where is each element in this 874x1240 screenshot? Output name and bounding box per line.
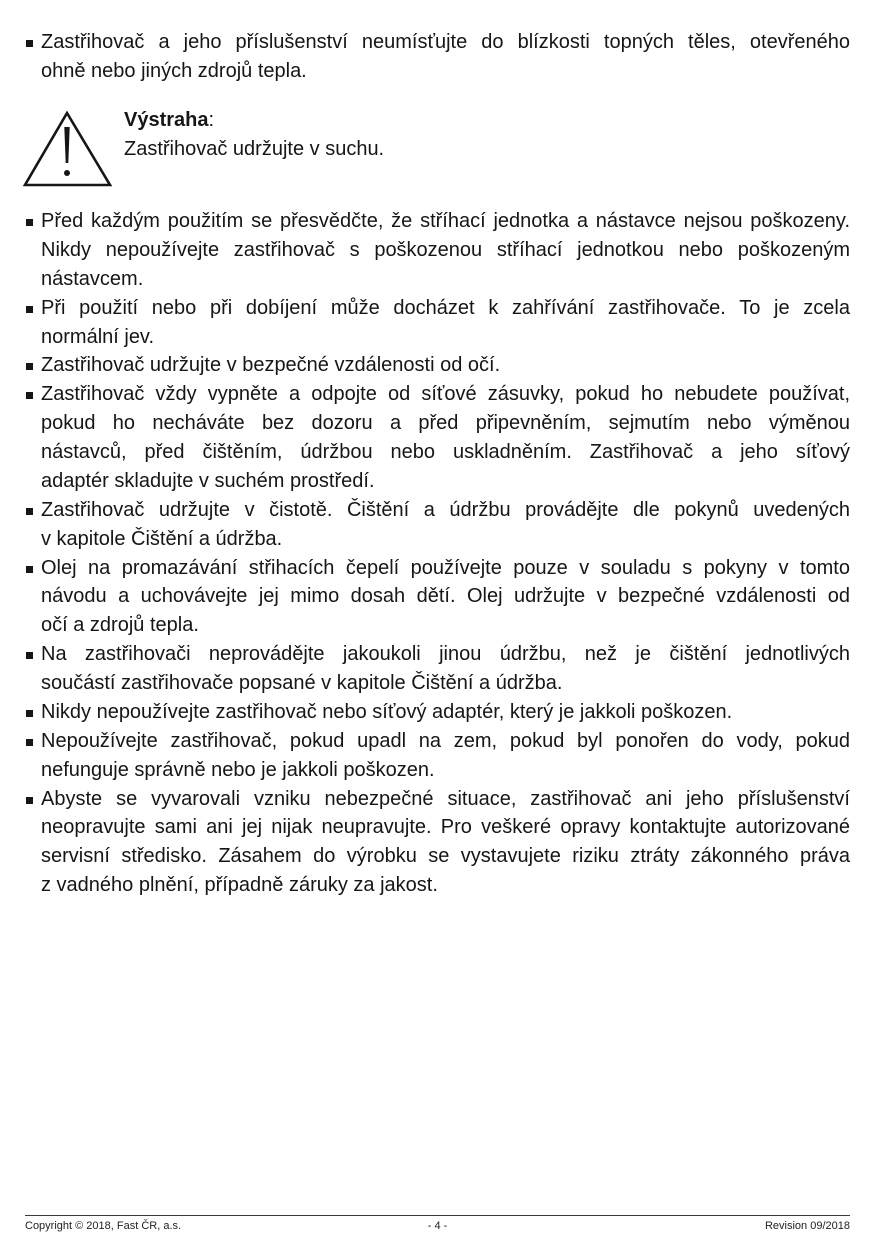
bullet-text-line: Při použití nebo při dobíjení může docházet k zahřívání zastřihovače. To je zcela: [41, 296, 850, 319]
bullet-item: [41, 554, 850, 641]
bullet-text-line: neopravujte sami ani jej nijak neupravujte. Pro veškeré opravy kontaktujte autorizované: [41, 816, 850, 839]
warning-title-label: Výstraha: [124, 109, 209, 131]
bullet-item: [41, 294, 850, 352]
footer-page-number: - 4 -: [427, 1220, 448, 1232]
bullet-text-line: Nikdy nepoužívejte zastřihovač nebo síťový adaptér, který je jakkoli poškozen.: [41, 700, 733, 723]
warning-title-colon: :: [208, 109, 215, 131]
square-bullet-icon: [26, 652, 33, 659]
bullet-text-line: z vadného plnění, případně záruky za jakost.: [41, 874, 438, 897]
warning-triangle-icon: [22, 110, 114, 190]
square-bullet-icon: [26, 306, 33, 313]
bullet-item: [41, 380, 850, 496]
square-bullet-icon: [26, 363, 33, 370]
bullet-text-line: součástí zastřihovače popsané v kapitole Čištění a údržba.: [41, 672, 563, 694]
square-bullet-icon: [26, 392, 33, 399]
bullet-item: [41, 640, 850, 698]
bullet-text-line: očí a zdrojů tepla.: [41, 614, 199, 637]
bullet-text-line: nefunguje správně nebo je jakkoli poškozen.: [41, 758, 435, 781]
bullet-text-line: pokud ho necháváte bez dozoru a před připevněním, sejmutím nebo výměnou: [41, 412, 850, 435]
page-footer: [25, 1219, 850, 1233]
warning-title: [124, 106, 824, 135]
footer-divider: [25, 1215, 850, 1216]
bullet-text-line: Zastřihovač a jeho příslušenství neumísťujte do blízkosti topných těles, otevřeného: [41, 31, 850, 53]
bullet-text-line: Zastřihovač vždy vypněte a odpojte od síťové zásuvky, pokud ho nebudete používat,: [41, 383, 850, 406]
bullet-text-line: ohně nebo jiných zdrojů tepla.: [41, 59, 307, 82]
square-bullet-icon: [26, 797, 33, 804]
bullet-text-line: normální jev.: [41, 325, 155, 348]
bullet-text-line: Nepoužívejte zastřihovač, pokud upadl na zem, pokud byl ponořen do vody, pokud: [41, 729, 850, 752]
square-bullet-icon: [26, 219, 33, 226]
bullet-item: [41, 785, 850, 901]
square-bullet-icon: [26, 739, 33, 746]
bullet-text-line: Zastřihovač udržujte v bezpečné vzdálenosti od očí.: [41, 354, 501, 377]
warning-message: Zastřihovač udržujte v suchu.: [124, 138, 385, 160]
square-bullet-icon: [26, 508, 33, 515]
warning-text: [124, 106, 824, 164]
bullet-text-line: nástavců, před čištěním, údržbou nebo uskladněním. Zastřihovač a jeho síťový: [41, 441, 850, 463]
bullet-item: [41, 207, 850, 294]
bullet-text-line: Zastřihovač udržujte v čistotě. Čištění a údržbu provádějte dle pokynů uvedených: [41, 498, 850, 521]
bullet-text-line: návodu a uchovávejte jej mimo dosah dětí. Olej udržujte v bezpečné vzdálenosti od: [41, 585, 850, 608]
bullet-item: [41, 28, 850, 86]
bullet-text-line: Nikdy nepoužívejte zastřihovač s poškozenou stříhací jednotkou nebo poškozeným: [41, 238, 850, 261]
footer-copyright: Copyright © 2018, Fast ČR, a.s.: [25, 1220, 182, 1232]
square-bullet-icon: [26, 40, 33, 47]
bullet-text-line: Na zastřihovači neprovádějte jakoukoli jinou údržbu, než je čištění jednotlivých: [41, 643, 850, 666]
bullet-item: [41, 698, 850, 727]
safety-bullet-list: [41, 207, 850, 900]
bullet-text-line: Olej na promazávání střihacích čepelí používejte pouze v souladu s pokyny v tomto: [41, 556, 850, 579]
bullet-text-line: adaptér skladujte v suchém prostředí.: [41, 469, 375, 492]
bullet-text-line: nástavcem.: [41, 267, 144, 290]
bullet-item: [41, 496, 850, 554]
intro-bullet-list: [41, 28, 850, 86]
square-bullet-icon: [26, 566, 33, 573]
footer-revision: Revision 09/2018: [764, 1220, 850, 1232]
square-bullet-icon: [26, 710, 33, 717]
bullet-text-line: v kapitole Čištění a údržba.: [41, 527, 283, 550]
bullet-item: [41, 727, 850, 785]
bullet-text-line: Před každým použitím se přesvědčte, že stříhací jednotka a nástavce nejsou poškozeny.: [41, 210, 850, 232]
bullet-text-line: servisní středisko. Zásahem do výrobku se vystavujete riziku ztráty zákonného práva: [41, 845, 850, 868]
bullet-text-line: Abyste se vyvarovali vzniku nebezpečné situace, zastřihovač ani jeho příslušenství: [41, 787, 850, 810]
bullet-item: [41, 351, 850, 380]
